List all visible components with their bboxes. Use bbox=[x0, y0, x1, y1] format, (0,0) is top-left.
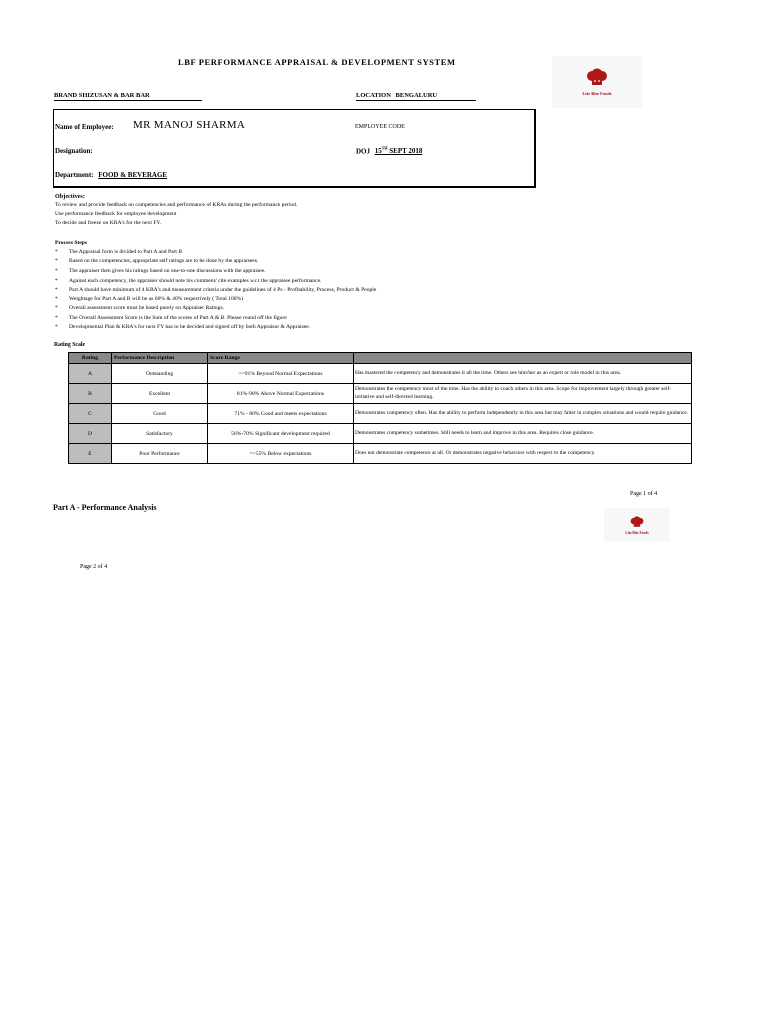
chef-hat-icon bbox=[628, 516, 646, 530]
page-number-1: Page 1 of 4 bbox=[630, 491, 658, 497]
description-cell: Demonstrates competency sometimes. Still needs to learn and improve in this area. Requires close guidance. bbox=[354, 424, 692, 444]
table-row bbox=[69, 384, 692, 404]
description-cell: Does not demonstrate competence at all. Or demonstrates negative behaviors with respect to the competency. bbox=[354, 444, 692, 464]
process-step bbox=[55, 324, 310, 330]
form-title: LBF PERFORMANCE APPRAISAL & DEVELOPMENT SYSTEM bbox=[178, 57, 456, 67]
process-steps-title: Process Steps bbox=[55, 240, 88, 246]
location-value: BENGALURU bbox=[395, 92, 438, 99]
step-text: The Overall Assessment Score is the Sum of the scores of Part A & B. Please round off the figure bbox=[69, 315, 287, 321]
step-text: Against each competency, the appraiser should note his comment/ cite examples w.r.t the appraisee performance. bbox=[69, 278, 322, 284]
process-step bbox=[55, 287, 376, 293]
process-step bbox=[55, 305, 224, 311]
table-row bbox=[69, 444, 692, 464]
step-text: Overall assessment score must be based purely on Appraiser Ratings. bbox=[69, 305, 225, 311]
rating-cell: E bbox=[69, 444, 112, 464]
performance-cell: Poor Performance bbox=[112, 444, 208, 464]
process-step bbox=[55, 268, 266, 274]
performance-cell: Outstanding bbox=[112, 364, 208, 384]
process-step bbox=[55, 249, 182, 255]
doj-day: 15 bbox=[374, 147, 382, 156]
designation-label: Designation: bbox=[55, 147, 93, 155]
rating-scale-title: Rating Scale bbox=[54, 342, 86, 348]
process-step bbox=[55, 278, 321, 284]
department-value: FOOD & BEVERAGE bbox=[98, 171, 168, 179]
score-range-cell: 81%-90% Above Normal Expectations bbox=[208, 384, 354, 404]
step-text: Weightage for Part A and B will be as 60% & 40% respectively ( Total 100%) bbox=[69, 296, 244, 302]
employee-code-label: EMPLOYEE CODE bbox=[355, 124, 405, 130]
step-bullet: * bbox=[55, 305, 58, 311]
department-label: Department: bbox=[55, 171, 94, 179]
step-bullet: * bbox=[55, 249, 58, 255]
performance-cell: Excellent bbox=[112, 384, 208, 404]
company-logo bbox=[552, 56, 642, 108]
objectives-title: Objectives: bbox=[55, 193, 85, 200]
rating-cell: D bbox=[69, 424, 112, 444]
location-field bbox=[356, 92, 476, 101]
logo-text-small: Lite Bite Foods bbox=[625, 530, 649, 535]
department-field bbox=[55, 171, 167, 179]
table-row bbox=[69, 424, 692, 444]
table-row bbox=[69, 364, 692, 384]
step-bullet: * bbox=[55, 287, 58, 293]
performance-cell: Satisfactory bbox=[112, 424, 208, 444]
step-text: The Appraisal form is divided to Part A and Part B bbox=[69, 249, 183, 255]
step-text: The appraiser then gives his ratings based on one-to-one discussions with the appraisee. bbox=[69, 268, 266, 274]
step-bullet: * bbox=[55, 268, 58, 274]
process-step bbox=[55, 296, 243, 302]
doj-label: DOJ bbox=[356, 147, 370, 156]
description-cell: Has mastered the competency and demonstrates it all the time. Others see him/her as an expert or role model in this area. bbox=[354, 364, 692, 384]
table-header-row bbox=[69, 353, 692, 364]
objective-line: To review and provide feedback on competencies and performance of KRAs during the performance period. bbox=[55, 202, 298, 208]
step-bullet: * bbox=[55, 315, 58, 321]
objective-line: To decide and freeze on KRA's for the next FY. bbox=[55, 220, 162, 226]
step-bullet: * bbox=[55, 324, 58, 330]
step-text: Based on the competencies, appropriate self ratings are to be done by the appraisees. bbox=[69, 258, 259, 264]
header-rating: Rating bbox=[69, 353, 112, 364]
step-bullet: * bbox=[55, 296, 58, 302]
part-a-title: Part A - Performance Analysis bbox=[53, 503, 157, 512]
step-text: Part A should have minimum of 4 KRA's and measurement criteria under the guidelines of 4 Ps - Profitability, Process, Product & People bbox=[69, 287, 377, 293]
table-row bbox=[69, 404, 692, 424]
doj-field bbox=[356, 146, 422, 155]
rating-cell: B bbox=[69, 384, 112, 404]
step-bullet: * bbox=[55, 278, 58, 284]
doj-suffix: TH bbox=[381, 146, 388, 151]
company-logo-small bbox=[604, 508, 670, 542]
objective-line: Use performance feedback for employee development bbox=[55, 211, 177, 217]
header-description bbox=[354, 353, 692, 364]
score-range-cell: =<55% Below expectations bbox=[208, 444, 354, 464]
rating-cell: C bbox=[69, 404, 112, 424]
performance-cell: Good bbox=[112, 404, 208, 424]
description-cell: Demonstrates the competency most of the time. Has the ability to coach others in this area. Scope for improvement largely through greater self-initiative and self-directed learning. bbox=[354, 384, 692, 404]
description-cell: Demonstrates competency often. Has the ability to perform independently in this area but may falter in complex situations and would require guidance. bbox=[354, 404, 692, 424]
score-range-cell: 71% - 80% Good and meets expectations bbox=[208, 404, 354, 424]
rating-scale-table bbox=[68, 352, 692, 464]
page-number-2: Page 2 of 4 bbox=[80, 564, 108, 570]
doj-value bbox=[375, 147, 423, 155]
process-step bbox=[55, 258, 258, 264]
location-label: LOCATION bbox=[356, 92, 391, 99]
header-performance-description: Performance Description bbox=[112, 353, 208, 364]
chef-hat-icon bbox=[584, 68, 610, 90]
rating-cell: A bbox=[69, 364, 112, 384]
header-score-range: Score Range bbox=[208, 353, 354, 364]
logo-text: Lite Bite Foods bbox=[582, 91, 612, 96]
score-range-cell: >=91% Beyond Normal Expectations bbox=[208, 364, 354, 384]
employee-name-label: Name of Employee: bbox=[55, 123, 114, 131]
step-bullet: * bbox=[55, 258, 58, 264]
step-text: Developmental Plan & KRA's for next FY has to be decided and signed off by both Appraisor & Appraisee. bbox=[69, 324, 311, 330]
brand-field: BRAND SHIZUSAN & BAR BAR bbox=[54, 92, 202, 101]
doj-rest: SEPT 2018 bbox=[389, 147, 423, 156]
employee-name-value: MR MANOJ SHARMA bbox=[133, 119, 246, 131]
score-range-cell: 56%-70% Significant development required bbox=[208, 424, 354, 444]
process-step bbox=[55, 315, 287, 321]
